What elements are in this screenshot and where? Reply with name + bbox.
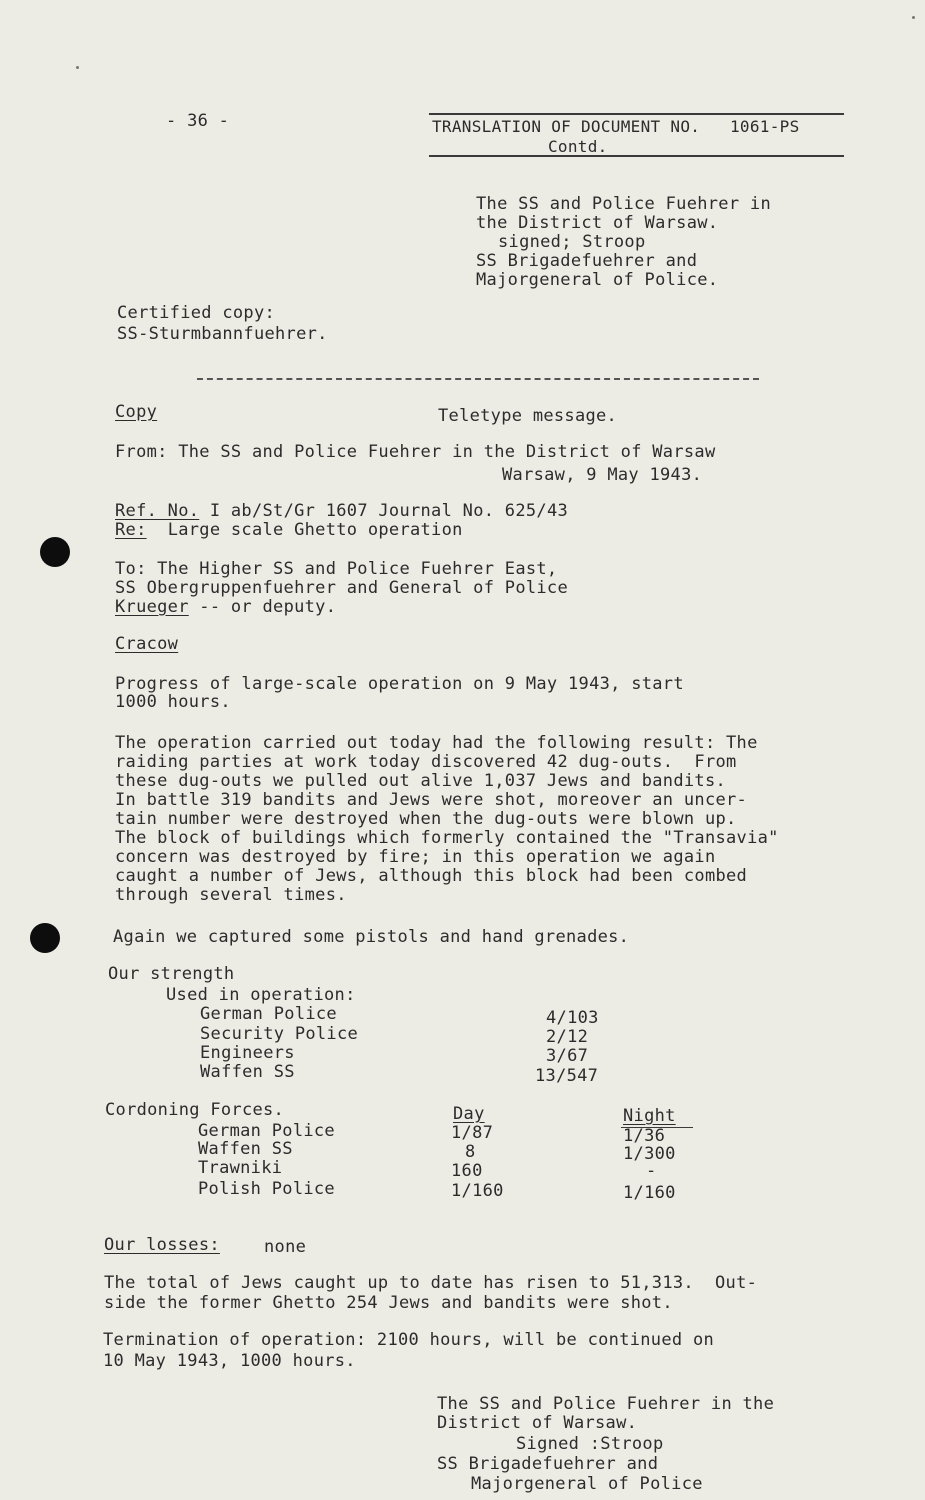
result-paragraph-line: In battle 319 bandits and Jews were shot, moreover an uncer- — [115, 790, 748, 810]
cordoning-night: 1/160 — [623, 1183, 676, 1203]
final-signature-line: SS Brigadefuehrer and — [437, 1454, 659, 1474]
progress-line: Progress of large-scale operation on 9 May 1943, start — [115, 674, 684, 694]
reference-label: Ref. No. — [115, 501, 200, 521]
cordoning-night: 1/300 — [623, 1144, 676, 1164]
totals-line: The total of Jews caught up to date has risen to 51,313. Out- — [104, 1273, 758, 1293]
losses-label: Our losses: — [104, 1235, 220, 1255]
cordoning-day: 160 — [451, 1161, 483, 1181]
cordoning-day: 1/87 — [451, 1123, 494, 1143]
strength-subtitle: Used in operation: — [166, 985, 356, 1005]
cordoning-day: 8 — [465, 1142, 476, 1162]
reference-value: I ab/St/Gr 1607 Journal No. 625/43 — [209, 501, 569, 521]
addressee-tail: -- or deputy. — [188, 597, 337, 617]
final-signature-line: Majorgeneral of Police — [471, 1474, 703, 1494]
termination-line: 10 May 1943, 1000 hours. — [103, 1351, 356, 1371]
final-signature-line: Signed :Stroop — [516, 1434, 664, 1454]
page-number: - 36 - — [166, 111, 230, 131]
cordoning-title: Cordoning Forces. — [105, 1100, 285, 1120]
punch-hole-bottom — [30, 923, 60, 953]
totals-line: side the former Ghetto 254 Jews and bandits were shot. — [104, 1293, 673, 1313]
result-paragraph-line: The operation carried out today had the following result: The — [115, 733, 758, 753]
subject-line — [115, 521, 463, 540]
strength-unit: German Police — [200, 1004, 337, 1024]
strength-value: 4/103 — [546, 1008, 599, 1028]
termination-line: Termination of operation: 2100 hours, will be continued on — [103, 1330, 715, 1350]
prior-signature-line: The SS and Police Fuehrer in — [476, 194, 771, 214]
result-paragraph-line: these dug-outs we pulled out alive 1,037 Jews and bandits. — [115, 771, 727, 791]
result-paragraph-line: caught a number of Jews, although this block had been combed — [115, 866, 748, 886]
strength-value: 2/12 — [546, 1027, 589, 1047]
column-header-night: Night — [623, 1106, 676, 1126]
strength-value: 13/547 — [535, 1066, 599, 1086]
destination-city: Cracow — [115, 634, 179, 654]
from-place-date: Warsaw, 9 May 1943. — [502, 465, 703, 485]
cordoning-unit: Waffen SS — [198, 1139, 293, 1159]
punch-hole-top — [40, 537, 70, 567]
certified-copy-rank: SS-Sturmbannfuehrer. — [117, 324, 328, 344]
document-reference: TRANSLATION OF DOCUMENT NO. 1061-PS — [432, 117, 800, 136]
cordoning-night: 1/36 — [623, 1126, 666, 1146]
cordoning-unit: German Police — [198, 1121, 335, 1141]
continued-label: Contd. — [548, 137, 608, 156]
final-signature-line: District of Warsaw. — [437, 1413, 638, 1433]
losses-value: none — [264, 1237, 307, 1257]
prior-signature-line: Majorgeneral of Police. — [476, 270, 719, 290]
addressee-name: Krueger — [115, 597, 189, 617]
cordoning-night: - — [646, 1161, 657, 1181]
result-paragraph-line: The block of buildings which formerly contained the "Transavia" — [115, 828, 779, 848]
header-bottom-rule — [429, 155, 844, 157]
strength-title: Our strength — [108, 964, 235, 984]
paper-speck — [76, 66, 79, 69]
cordoning-unit: Polish Police — [198, 1179, 335, 1199]
prior-signature-line: the District of Warsaw. — [476, 213, 719, 233]
paper-speck — [912, 16, 915, 19]
addressee-name-line — [115, 598, 336, 617]
strength-unit: Waffen SS — [200, 1062, 295, 1082]
reference-line — [115, 502, 568, 521]
header-top-rule — [429, 113, 844, 115]
strength-unit: Engineers — [200, 1043, 295, 1063]
strength-value: 3/67 — [546, 1046, 589, 1066]
captured-weapons-line: Again we captured some pistols and hand grenades. — [113, 927, 630, 947]
addressee-line: SS Obergruppenfuehrer and General of Police — [115, 578, 568, 598]
cordoning-day: 1/160 — [451, 1181, 504, 1201]
strength-unit: Security Police — [200, 1024, 359, 1044]
subject-label: Re: — [115, 520, 147, 540]
prior-signature-line: signed; Stroop — [498, 232, 646, 252]
result-paragraph-line: concern was destroyed by fire; in this operation we again — [115, 847, 716, 867]
section-divider — [197, 378, 759, 380]
subject-value: Large scale Ghetto operation — [167, 520, 463, 540]
from-line: From: The SS and Police Fuehrer in the District of Warsaw — [115, 442, 716, 462]
progress-line: 1000 hours. — [115, 692, 231, 712]
certified-copy-label: Certified copy: — [117, 303, 276, 323]
column-header-day: Day — [453, 1104, 485, 1124]
result-paragraph-line: raiding parties at work today discovered 42 dug-outs. From — [115, 752, 737, 772]
copy-label: Copy — [115, 402, 158, 422]
result-paragraph-line: tain number were destroyed when the dug-outs were blown up. — [115, 809, 737, 829]
cordoning-unit: Trawniki — [198, 1158, 283, 1178]
final-signature-line: The SS and Police Fuehrer in the — [437, 1394, 775, 1414]
prior-signature-line: SS Brigadefuehrer and — [476, 251, 698, 271]
addressee-line: To: The Higher SS and Police Fuehrer East, — [115, 559, 558, 579]
message-type: Teletype message. — [438, 406, 618, 426]
result-paragraph-line: through several times. — [115, 885, 347, 905]
